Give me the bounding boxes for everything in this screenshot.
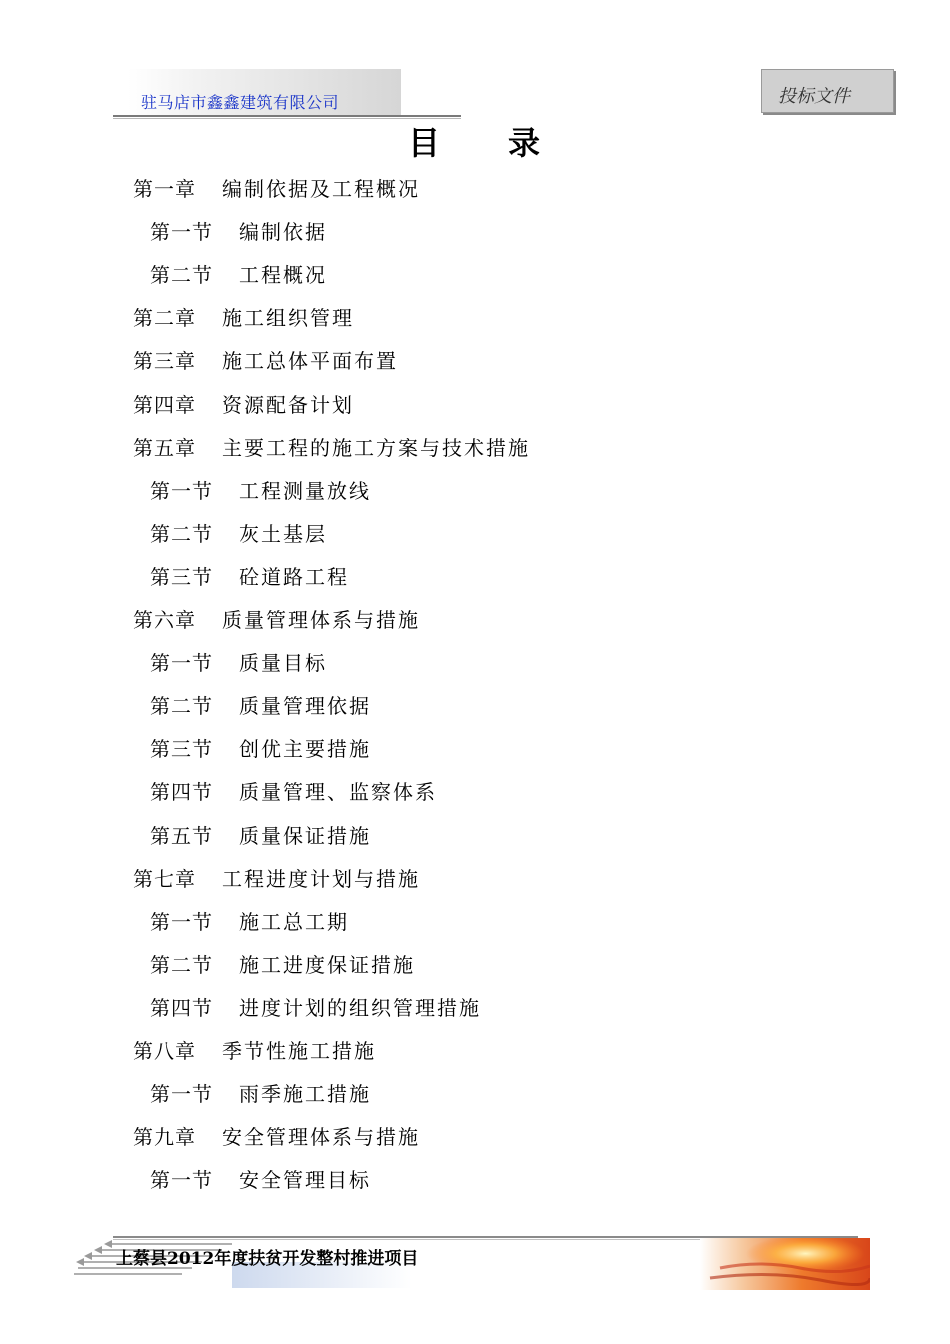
toc-section-item (150, 824, 371, 848)
toc-item-number: 第九章 (133, 1125, 196, 1149)
sunset-image (700, 1238, 870, 1290)
footer-project-name: 上蔡县2012年度扶贫开发整村推进项目 (116, 1249, 419, 1269)
toc-item-number: 第一节 (150, 910, 213, 934)
toc-section-item (150, 1082, 371, 1106)
toc-item-number: 第二章 (133, 306, 196, 330)
toc-item-number: 第一节 (150, 651, 213, 675)
toc-item-number: 第二节 (150, 263, 213, 287)
toc-item-number: 第二节 (150, 694, 213, 718)
toc-item-title: 灰土基层 (239, 522, 327, 546)
toc-item-title: 质量管理体系与措施 (222, 608, 420, 632)
toc-section-item (150, 1168, 371, 1192)
toc-item-title: 施工总体平面布置 (222, 349, 398, 373)
toc-item-number: 第三节 (150, 565, 213, 589)
toc-chapter-item (133, 867, 420, 891)
toc-item-title: 质量管理、监察体系 (239, 780, 437, 804)
toc-item-number: 第三章 (133, 349, 196, 373)
toc-item-number: 第四节 (150, 780, 213, 804)
toc-item-number: 第七章 (133, 867, 196, 891)
toc-item-number: 第三节 (150, 737, 213, 761)
toc-chapter-item (133, 1125, 420, 1149)
toc-item-number: 第一节 (150, 479, 213, 503)
toc-item-title: 安全管理目标 (239, 1168, 371, 1192)
toc-item-title: 砼道路工程 (239, 565, 349, 589)
toc-chapter-item (133, 349, 398, 373)
toc-section-item (150, 780, 437, 804)
toc-item-title: 编制依据及工程概况 (222, 177, 420, 201)
toc-item-title: 编制依据 (239, 220, 327, 244)
toc-chapter-item (133, 436, 530, 460)
toc-item-title: 资源配备计划 (222, 393, 354, 417)
toc-item-title: 施工组织管理 (222, 306, 354, 330)
toc-item-number: 第一节 (150, 1168, 213, 1192)
toc-item-number: 第一节 (150, 1082, 213, 1106)
toc-section-item (150, 522, 327, 546)
header-rule (113, 115, 461, 117)
toc-item-title: 季节性施工措施 (222, 1039, 376, 1063)
toc-item-number: 第一章 (133, 177, 196, 201)
toc-chapter-item (133, 306, 354, 330)
toc-item-number: 第二节 (150, 953, 213, 977)
toc-item-number: 第五节 (150, 824, 213, 848)
toc-item-title: 进度计划的组织管理措施 (239, 996, 481, 1020)
toc-section-item (150, 220, 327, 244)
toc-chapter-item (133, 608, 420, 632)
toc-item-title: 雨季施工措施 (239, 1082, 371, 1106)
toc-section-item (150, 263, 327, 287)
toc-item-title: 质量目标 (239, 651, 327, 675)
toc-item-number: 第五章 (133, 436, 196, 460)
toc-section-item (150, 996, 481, 1020)
toc-item-number: 第四章 (133, 393, 196, 417)
toc-item-number: 第六章 (133, 608, 196, 632)
toc-item-title: 创优主要措施 (239, 737, 371, 761)
toc-section-item (150, 910, 349, 934)
company-name: 驻马店市鑫鑫建筑有限公司 (141, 93, 340, 112)
toc-item-number: 第二节 (150, 522, 213, 546)
doc-type-label: 投标文件 (778, 86, 850, 107)
toc-section-item (150, 565, 349, 589)
toc-item-title: 工程概况 (239, 263, 327, 287)
toc-item-number: 第一节 (150, 220, 213, 244)
toc-section-item (150, 479, 371, 503)
toc-item-title: 施工进度保证措施 (239, 953, 415, 977)
toc-section-item (150, 651, 327, 675)
toc-section-item (150, 694, 371, 718)
toc-item-number: 第八章 (133, 1039, 196, 1063)
toc-item-number: 第四节 (150, 996, 213, 1020)
toc-item-title: 施工总工期 (239, 910, 349, 934)
toc-section-item (150, 953, 415, 977)
toc-title: 目录 (408, 124, 609, 162)
toc-item-title: 质量管理依据 (239, 694, 371, 718)
toc-item-title: 工程进度计划与措施 (222, 867, 420, 891)
toc-chapter-item (133, 1039, 376, 1063)
toc-chapter-item (133, 177, 420, 201)
toc-section-item (150, 737, 371, 761)
toc-chapter-item (133, 393, 354, 417)
toc-item-title: 安全管理体系与措施 (222, 1125, 420, 1149)
toc-item-title: 工程测量放线 (239, 479, 371, 503)
toc-item-title: 主要工程的施工方案与技术措施 (222, 436, 530, 460)
toc-item-title: 质量保证措施 (239, 824, 371, 848)
